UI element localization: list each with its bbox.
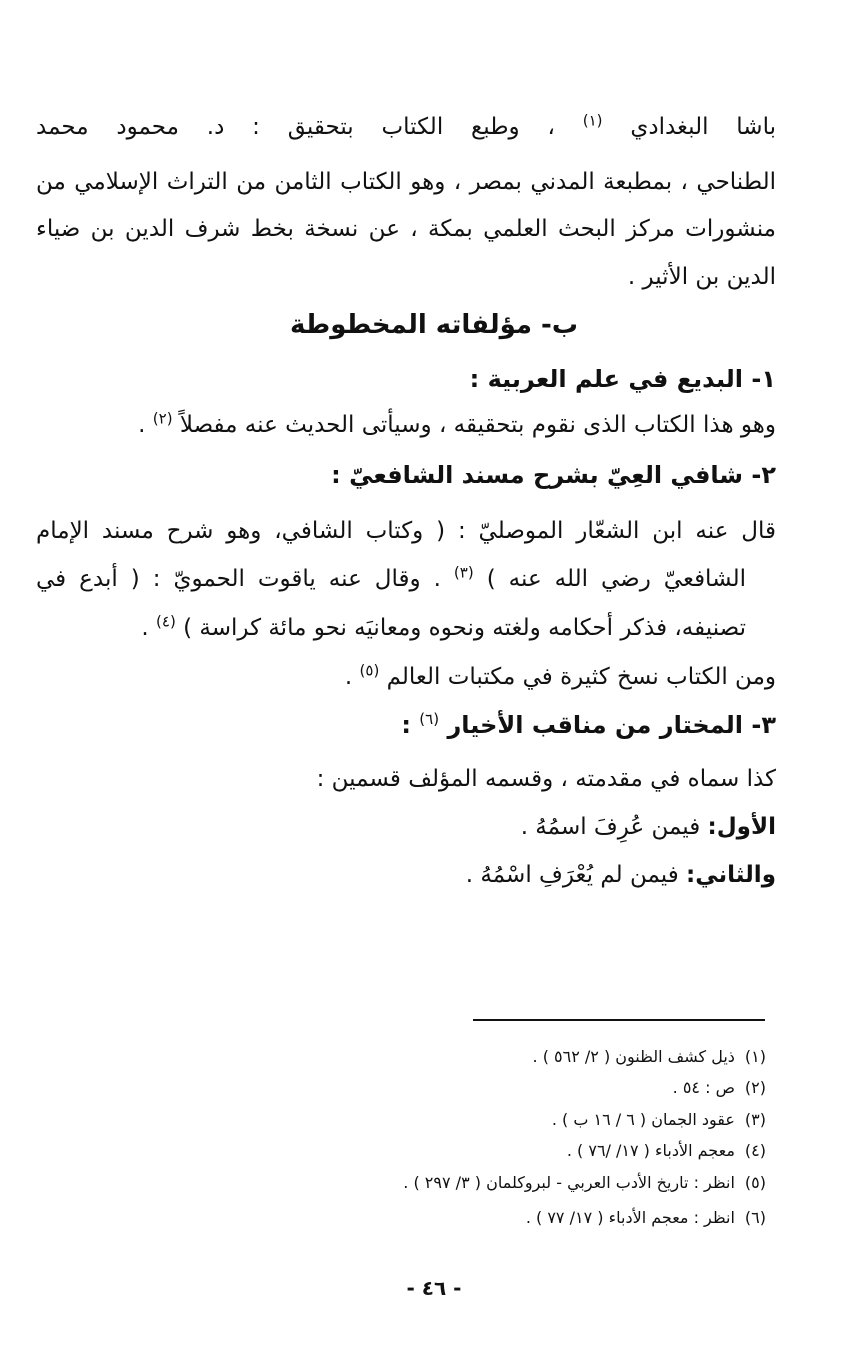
item-2-line-4-start: ومن الكتاب نسخ كثيرة في مكتبات العالم — [386, 664, 776, 690]
item-2-line-2-start: الشافعيّ رضي الله عنه ) — [486, 566, 746, 592]
item-3-second-text: فيمن لم يُعْرَفِ اسْمُهُ . — [465, 862, 679, 888]
item-3-line-1: كذا سماه في مقدمته ، وقسمه المؤلف قسمين : — [316, 766, 776, 792]
section-heading: ب- مؤلفاته المخطوطة — [290, 310, 578, 340]
intro-line-4: الدين بن الأثير . — [627, 264, 776, 290]
footnote-4 — [567, 1139, 766, 1163]
intro-line-1-start: باشا البغدادي — [630, 114, 776, 140]
item-3-first-text: فيمن عُرِفَ اسمُهُ . — [520, 814, 701, 840]
item-3-title — [401, 708, 776, 742]
intro-line-3: منشورات مركز البحث العلمي بمكة ، عن نسخة بخط شرف الدين بن ضياء — [36, 216, 776, 242]
intro-line-1-end: ، وطبع الكتاب بتحقيق : د. محمود محمد — [36, 114, 555, 140]
footnote-2-text: ص : ٥٤ . — [672, 1078, 735, 1097]
footnote-4-number: (٤) — [744, 1141, 766, 1160]
item-2-line-3-end: . — [141, 615, 149, 641]
footnote-2 — [673, 1076, 766, 1100]
footnote-3 — [552, 1108, 766, 1132]
footnote-6-number: (٦) — [744, 1208, 766, 1227]
footnote-1-text: ذيل كشف الظنون ( ٢/ ٥٦٢ ) . — [532, 1047, 735, 1066]
item-2-line-2-end: . وقال عنه ياقوت الحمويّ : ( أبدع في — [36, 566, 441, 592]
item-1-text-end: . — [138, 412, 146, 438]
item-2-line-3-start: تصنيفه، فذكر أحكامه ولغته ونحوه ومعانيَه نحو مائة كراسة ) — [183, 615, 746, 641]
footnote-marker-5: (٥) — [359, 661, 380, 680]
item-3-first-label: الأول: — [707, 814, 776, 840]
item-1-title: ١- البديع في علم العربية : — [469, 365, 776, 393]
intro-line-2: الطناحي ، بمطبعة المدني بمصر ، وهو الكتاب الثامن من التراث الإسلامي من — [36, 169, 776, 195]
item-2-title: ٢- شافي العِيّ بشرح مسند الشافعيّ : — [331, 461, 776, 489]
item-3-title-text: ٣- المختار من مناقب الأخيار — [447, 711, 776, 739]
footnote-5-text: انظر : تاريخ الأدب العربي - لبروكلمان ( ٣/ ٢٩٧ ) . — [403, 1173, 735, 1192]
footnote-6 — [526, 1206, 766, 1230]
page-number: - ٤٦ - — [406, 1276, 462, 1300]
footnote-1 — [533, 1045, 766, 1069]
footnote-marker-1: (١) — [582, 111, 603, 130]
item-3-first — [521, 810, 776, 844]
item-2-line-4 — [345, 660, 776, 694]
footnote-5 — [403, 1171, 766, 1195]
item-2-line-3 — [141, 611, 746, 645]
footnote-3-text: عقود الجمان ( ٦ / ١٦ ب ) . — [551, 1110, 735, 1129]
item-1-text — [138, 408, 776, 442]
footnote-marker-2: (٢) — [152, 409, 173, 428]
footnote-marker-4: (٤) — [156, 612, 176, 631]
item-2-line-2 — [36, 562, 776, 596]
footnote-4-text: معجم الأدباء ( ١٧/ /٧٦ ) . — [566, 1141, 735, 1160]
footnote-3-number: (٣) — [744, 1110, 766, 1129]
item-2-line-1: قال عنه ابن الشعّار الموصليّ : ( وكتاب الشافي، وهو شرح مسند الإمام — [36, 518, 776, 544]
item-3-second-label: والثاني: — [686, 862, 776, 888]
item-3-second — [466, 858, 776, 892]
footnote-6-text: انظر : معجم الأدباء ( ١٧/ ٧٧ ) . — [525, 1208, 735, 1227]
item-1-text-body: وهو هذا الكتاب الذى نقوم بتحقيقه ، وسيأتى الحديث عنه مفصلاً — [179, 412, 776, 438]
item-2-line-4-end: . — [344, 664, 353, 690]
footnote-1-number: (١) — [744, 1047, 766, 1066]
footnote-5-number: (٥) — [744, 1173, 766, 1192]
footnote-2-number: (٢) — [744, 1078, 766, 1097]
footnote-divider — [473, 1019, 765, 1021]
footnote-marker-6: (٦) — [419, 710, 440, 728]
intro-line-1 — [36, 110, 776, 144]
footnote-marker-3: (٣) — [453, 563, 474, 582]
item-3-title-end: : — [401, 711, 411, 739]
